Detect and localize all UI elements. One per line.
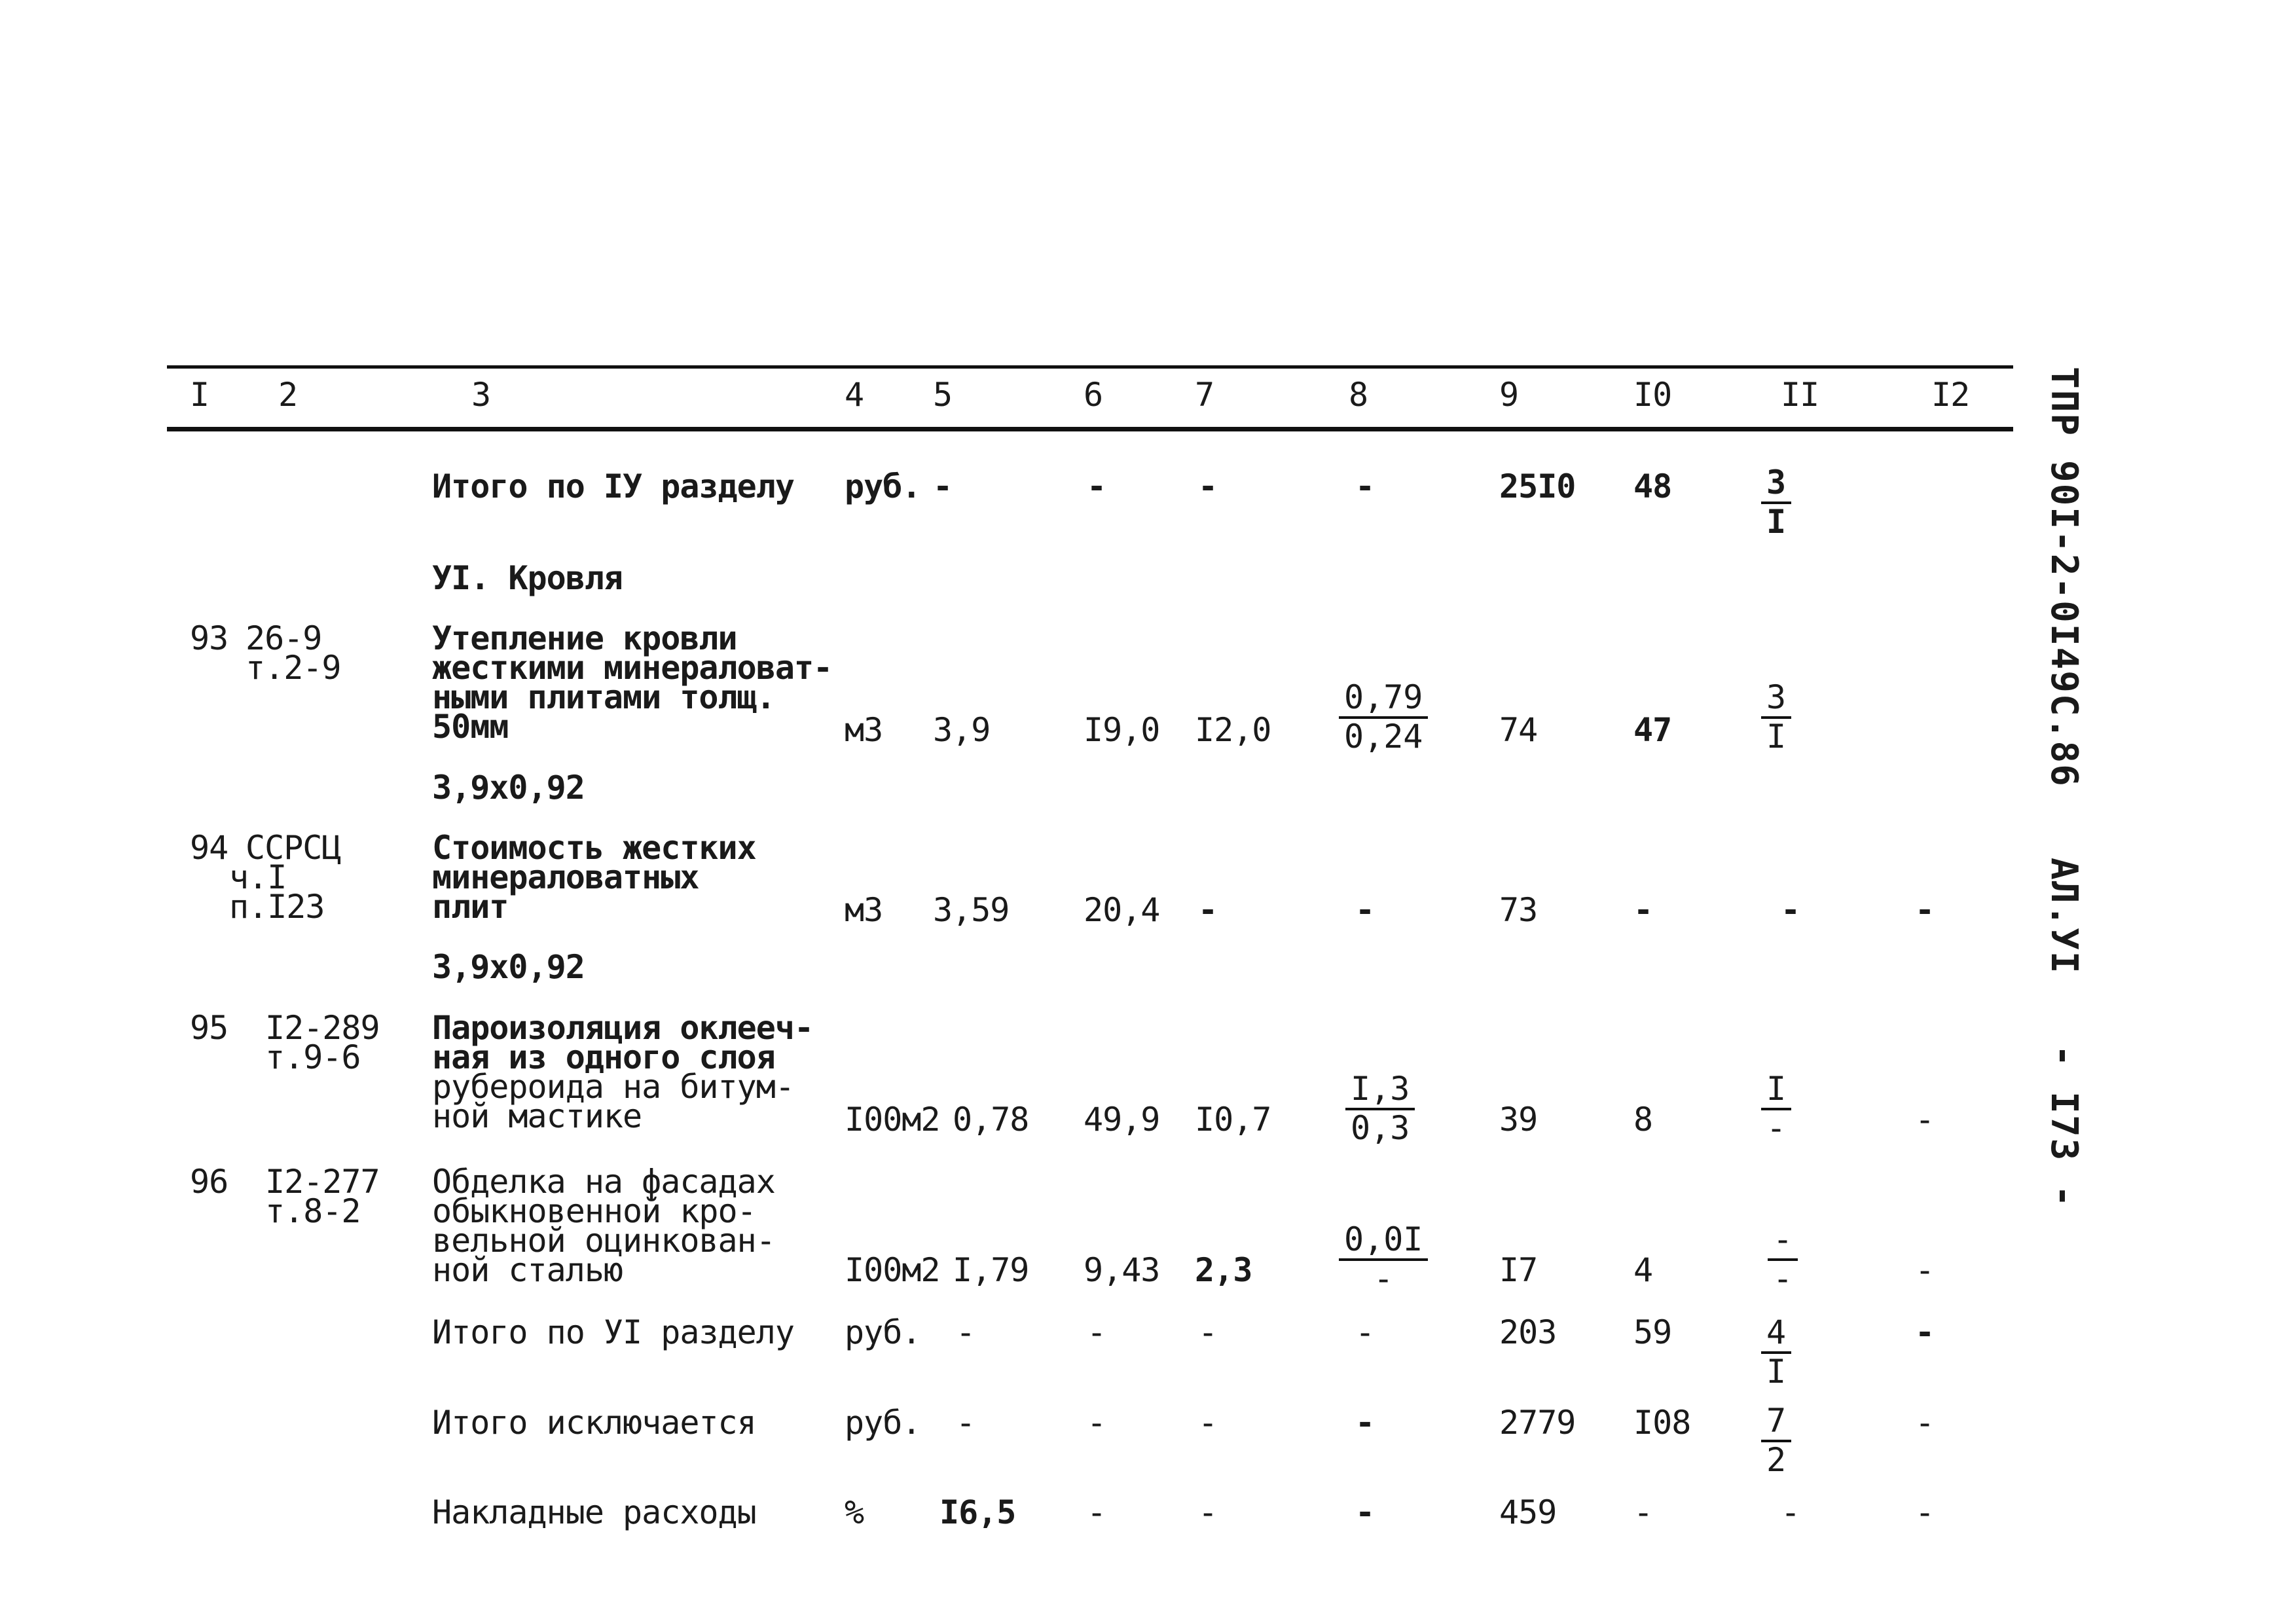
section-title: УI. Кровля	[432, 559, 623, 597]
row-label: Итого исключается	[432, 1404, 756, 1442]
row-c9: 74	[1499, 711, 1538, 749]
row-desc-line: Обделка на фасадах	[432, 1163, 775, 1201]
fraction-denominator: -	[1766, 1109, 1787, 1147]
row-code: I2-289	[265, 1009, 380, 1047]
row-c10: 8	[1633, 1101, 1653, 1139]
row-c9: 2779	[1499, 1404, 1576, 1442]
fraction-numerator: I,3	[1345, 1072, 1415, 1110]
col-header-1: I	[190, 376, 210, 414]
col-header-3: 3	[471, 376, 491, 414]
row-c11: -	[1781, 891, 1800, 929]
row-unit: руб.	[845, 1404, 921, 1442]
row-code: I2-277	[265, 1163, 380, 1201]
row-c12: -	[1915, 1493, 1935, 1531]
col-header-12: I2	[1931, 376, 1970, 414]
row-unit: I00м2	[845, 1101, 940, 1139]
row-desc-line: ной мастике	[432, 1097, 642, 1135]
row-number: 95	[190, 1009, 228, 1047]
row-c8: -	[1355, 467, 1375, 505]
row-c9: 459	[1499, 1493, 1557, 1531]
fraction-numerator: -	[1768, 1223, 1798, 1261]
row-code: п.I23	[229, 888, 325, 926]
row-desc-line: ной сталью	[432, 1251, 623, 1289]
fraction-denominator: 0,24	[1344, 718, 1423, 756]
row-desc-line: минераловатных	[432, 858, 699, 896]
fraction-numerator: 7	[1761, 1404, 1791, 1442]
row-c10: 4	[1633, 1251, 1653, 1289]
row-c12: -	[1915, 1313, 1935, 1351]
row-desc-line: ная из одного слоя	[432, 1038, 775, 1076]
row-code: т.8-2	[265, 1192, 361, 1230]
row-c11-fraction	[1768, 1220, 1798, 1298]
row-code: т.9-6	[265, 1038, 361, 1076]
fraction-denominator: 0,3	[1351, 1109, 1410, 1147]
row-c10: I08	[1633, 1404, 1691, 1442]
col-header-4: 4	[845, 376, 864, 414]
col-header-5: 5	[933, 376, 953, 414]
row-desc-line: ными плитами толщ.	[432, 678, 775, 716]
fraction-denominator: -	[1374, 1260, 1394, 1298]
row-c9: I7	[1499, 1251, 1538, 1289]
fraction-denominator: -	[1773, 1260, 1793, 1298]
row-c9: 25I0	[1499, 467, 1576, 505]
col-header-8: 8	[1349, 376, 1368, 414]
row-c8: -	[1355, 1493, 1375, 1531]
fraction-numerator: 0,79	[1339, 681, 1428, 719]
row-c11-fraction	[1761, 678, 1791, 756]
row-c11: -	[1781, 1493, 1800, 1531]
fraction-denominator: I	[1766, 1353, 1787, 1391]
row-c12: -	[1915, 1251, 1935, 1289]
row-c11-fraction	[1761, 1313, 1791, 1391]
fraction-numerator: I	[1761, 1072, 1791, 1110]
fraction-numerator: 4	[1761, 1316, 1791, 1354]
row-c10: 48	[1633, 467, 1672, 505]
row-c6: I9,0	[1084, 711, 1160, 749]
row-c8-fraction	[1345, 1070, 1415, 1147]
row-unit: руб.	[845, 1313, 921, 1351]
row-unit: I00м2	[845, 1251, 940, 1289]
row-unit: м3	[845, 891, 883, 929]
row-code: ч.I	[229, 858, 287, 896]
row-c7: I2,0	[1195, 711, 1271, 749]
row-c6: -	[1087, 467, 1106, 505]
row-label: Накладные расходы	[432, 1493, 756, 1531]
row-c10: 59	[1633, 1313, 1672, 1351]
col-header-10: I0	[1633, 376, 1672, 414]
row-c5: 3,9	[933, 711, 991, 749]
row-c12: -	[1915, 891, 1935, 929]
row-c7: -	[1198, 891, 1218, 929]
row-c6: -	[1087, 1313, 1106, 1351]
col-header-7: 7	[1195, 376, 1214, 414]
row-c6: -	[1087, 1404, 1106, 1442]
row-c5: 0,78	[953, 1101, 1029, 1139]
row-c11-fraction	[1761, 1070, 1791, 1147]
fraction-denominator: 2	[1766, 1441, 1787, 1479]
row-desc-line: Пароизоляция оклееч-	[432, 1009, 814, 1047]
row-c7: 2,3	[1195, 1251, 1252, 1289]
row-c9: 39	[1499, 1101, 1538, 1139]
row-code: т.2-9	[246, 649, 341, 687]
row-c5: -	[956, 1404, 975, 1442]
row-c6: 9,43	[1084, 1251, 1160, 1289]
row-c6: -	[1087, 1493, 1106, 1531]
row-c10: -	[1633, 891, 1653, 929]
row-c6: 49,9	[1084, 1101, 1160, 1139]
row-unit: м3	[845, 711, 883, 749]
fraction-numerator: 3	[1761, 466, 1791, 504]
row-c10: 47	[1633, 711, 1672, 749]
row-label: Итого по УI разделу	[432, 1313, 794, 1351]
fraction-numerator: 0,0I	[1339, 1223, 1428, 1261]
row-c11-fraction	[1761, 464, 1791, 541]
row-c8-fraction	[1339, 678, 1428, 756]
col-header-6: 6	[1084, 376, 1103, 414]
row-desc-line: Утепление кровли	[432, 619, 737, 657]
row-code: ССРСЦ	[246, 829, 341, 867]
row-c7: -	[1198, 1313, 1218, 1351]
row-c12: -	[1915, 1404, 1935, 1442]
row-desc-line: жесткими минераловат-	[432, 649, 833, 687]
row-c8: -	[1355, 1404, 1375, 1442]
row-c8: -	[1355, 891, 1375, 929]
header-bottom-rule	[167, 427, 2013, 431]
row-desc-line: вельной оцинкован-	[432, 1222, 775, 1260]
row-c7: I0,7	[1195, 1101, 1271, 1139]
row-c7: -	[1198, 1404, 1218, 1442]
row-c8: -	[1355, 1313, 1375, 1351]
row-unit: руб.	[845, 467, 921, 505]
fraction-numerator: 3	[1761, 681, 1791, 719]
row-code: 26-9	[246, 619, 322, 657]
row-unit: %	[845, 1493, 864, 1531]
fraction-denominator: I	[1766, 503, 1787, 541]
row-formula: 3,9х0,92	[432, 948, 585, 986]
col-header-9: 9	[1499, 376, 1519, 414]
row-c5: I,79	[953, 1251, 1029, 1289]
row-number: 93	[190, 619, 228, 657]
row-c5: 3,59	[933, 891, 1010, 929]
row-c11-fraction	[1761, 1402, 1791, 1479]
col-header-2: 2	[278, 376, 298, 414]
row-c5: -	[933, 467, 953, 505]
row-c10: -	[1633, 1493, 1653, 1531]
row-desc-line: Стоимость жестких	[432, 829, 756, 867]
row-c5: -	[956, 1313, 975, 1351]
row-c12: -	[1915, 1101, 1935, 1139]
row-c9: 73	[1499, 891, 1538, 929]
col-header-11: II	[1781, 376, 1819, 414]
row-desc-line: плит	[432, 888, 509, 926]
row-c8-fraction	[1339, 1220, 1428, 1298]
row-formula: 3,9х0,92	[432, 769, 585, 807]
row-desc-line: 50мм	[432, 708, 509, 746]
fraction-denominator: I	[1766, 718, 1787, 756]
row-number: 94	[190, 829, 228, 867]
row-c5: I6,5	[939, 1493, 1016, 1531]
row-desc-line: рубероида на битум-	[432, 1068, 794, 1106]
row-c7: -	[1198, 467, 1218, 505]
table-top-rule	[167, 365, 2013, 369]
row-c7: -	[1198, 1493, 1218, 1531]
document-side-code: ТПР 90I-2-0I49С.86 АЛ.УI - I73 -	[2043, 367, 2085, 1209]
row-desc-line: обыкновенной кро-	[432, 1192, 756, 1230]
row-label: Итого по IУ разделу	[432, 467, 794, 505]
row-c9: 203	[1499, 1313, 1557, 1351]
row-c6: 20,4	[1084, 891, 1160, 929]
row-number: 96	[190, 1163, 228, 1201]
